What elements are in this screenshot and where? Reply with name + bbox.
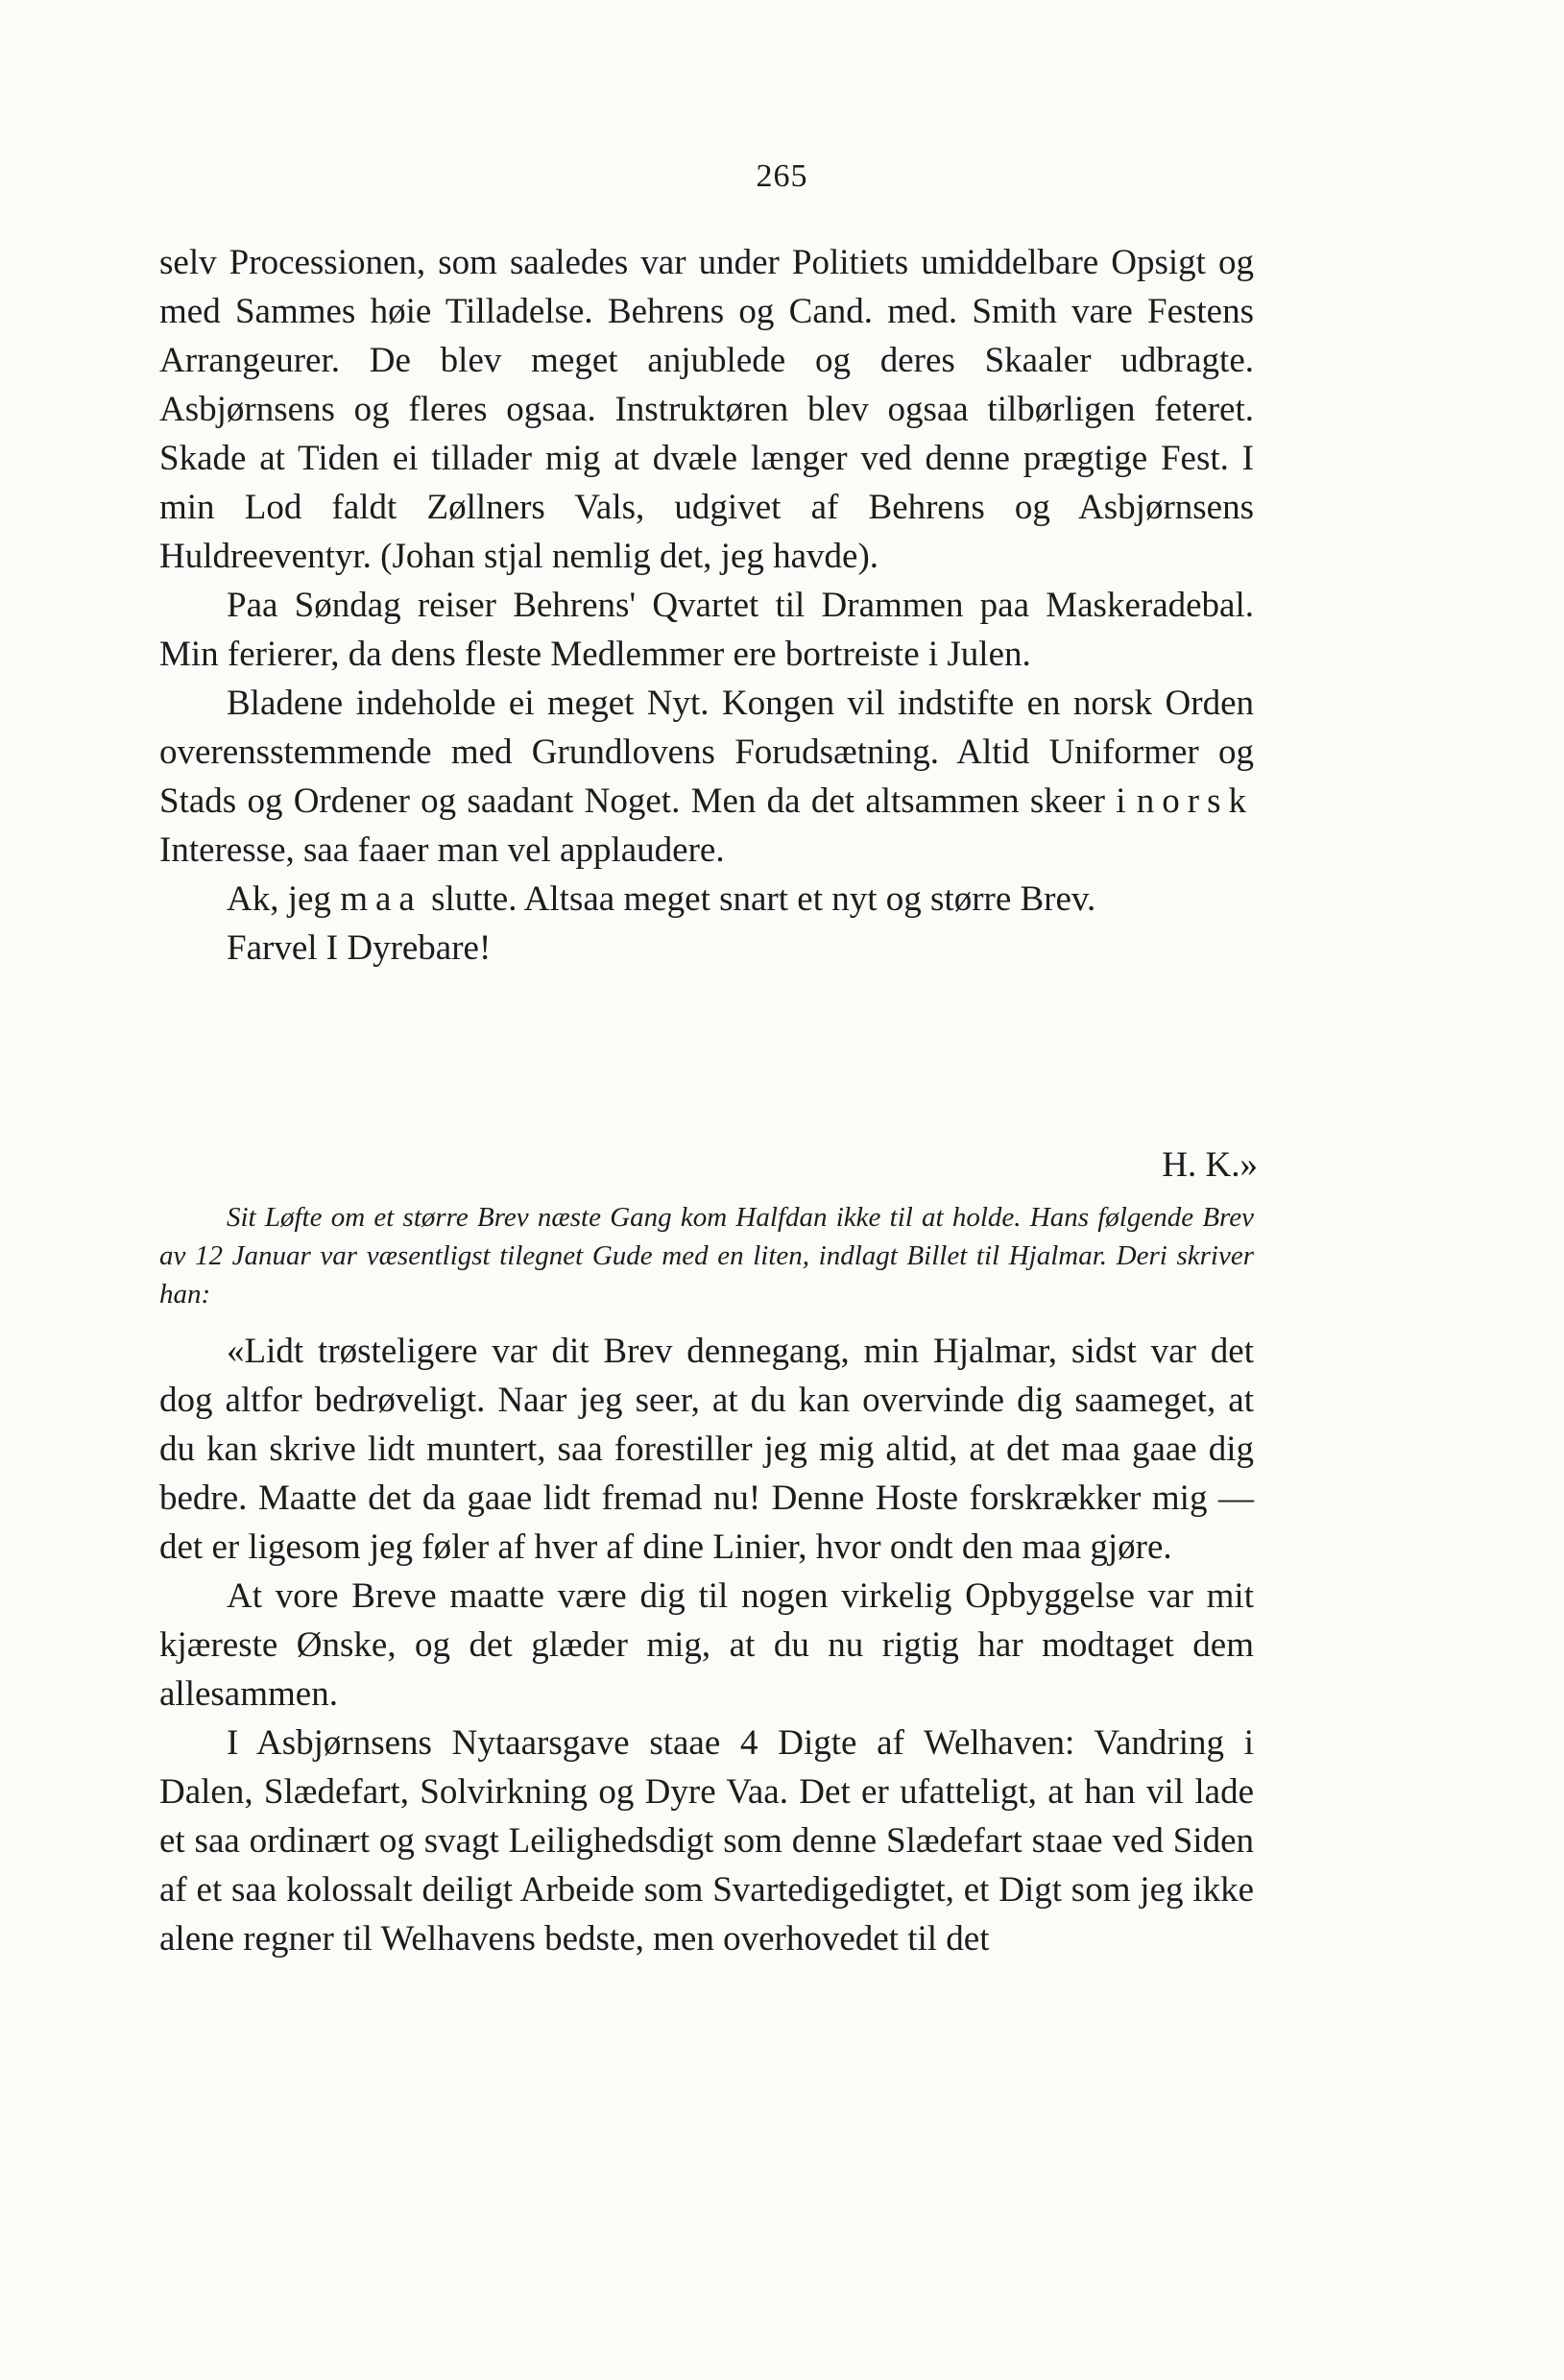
paragraph bbox=[159, 875, 1254, 924]
spaced-emphasis: norsk bbox=[1136, 781, 1254, 821]
paragraph: Paa Søndag reiser Behrens' Qvartet til Drammen paa Maskeradebal. Min ferierer, da dens fleste Medlemmer ere bortreiste i Julen. bbox=[159, 586, 1254, 674]
text-run: Interesse, saa faaer man vel applaudere. bbox=[159, 830, 725, 870]
text-run: Ak, jeg bbox=[227, 879, 341, 919]
paragraph bbox=[159, 679, 1254, 875]
paragraph: I Asbjørnsens Nytaarsgave staae 4 Digte af Welhaven: Vandring i Dalen, Slædefart, Solvirkning og Dyre Vaa. Det er ufatteligt, at han vil lade et saa ordinært og svagt Leilighedsdigt som denne Slædefart staae ved Siden af et saa kolossalt deiligt Arbeide som Svartedigedigtet, et Digt som jeg ikke alene regner til Welhavens bedste, men overhovedet til det bbox=[159, 1723, 1254, 1959]
paragraph: Farvel I Dyrebare! bbox=[227, 928, 492, 968]
text-run: slutte. Altsaa meget snart et nyt og større Brev. bbox=[421, 879, 1096, 919]
signature: H. K.» bbox=[1162, 1145, 1258, 1185]
paragraph: At vore Breve maatte være dig til nogen virkelig Opbyggelse var mit kjæreste Ønske, og det glæder mig, at du nu rigtig har modtaget dem allesammen. bbox=[159, 1576, 1254, 1714]
letter-text-part-2 bbox=[159, 1327, 1254, 1963]
editor-note-text: Sit Løfte om et større Brev næste Gang kom Halfdan ikke til at holde. Hans følgende Brev av 12 Januar var væsentligst tilegnet Gude med en liten, indlagt Billet til Hjalmar. Deri skriver han: bbox=[159, 1202, 1254, 1310]
letter-text-part-1 bbox=[159, 238, 1254, 973]
text-run: Bladene indeholde ei meget Nyt. Kongen vil indstifte en norsk Orden overensstemmende med Grundlovens Forudsætning. Altid Uniformer og Stads og Ordener og saadant Noget. Men da det altsammen skeer i bbox=[159, 684, 1254, 821]
page-number: 265 bbox=[756, 158, 808, 194]
spaced-emphasis: maa bbox=[340, 879, 422, 919]
editor-note bbox=[159, 1198, 1254, 1313]
paragraph: «Lidt trøsteligere var dit Brev dennegang, min Hjalmar, sidst var det dog altfor bedrøveligt. Naar jeg seer, at du kan overvinde dig saameget, at du kan skrive lidt muntert, saa forestiller jeg mig altid, at det maa gaae dig bedre. Maatte det da gaae lidt fremad nu! Denne Hoste forskrækker mig — det er ligesom jeg føler af hver af dine Linier, hvor ondt den maa gjøre. bbox=[159, 1332, 1254, 1567]
paragraph: selv Processionen, som saaledes var under Politiets umiddelbare Opsigt og med Sammes høie Tilladelse. Behrens og Cand. med. Smith vare Festens Arrangeurer. De blev meget anjublede og deres Skaaler udbragte. Asbjørnsens og fleres ogsaa. Instruktøren blev ogsaa tilbørligen feteret. Skade at Tiden ei tillader mig at dvæle længer ved denne prægtige Fest. I min Lod faldt Zøllners Vals, udgivet af Behrens og Asbjørnsens Huldreeventyr. (Johan stjal nemlig det, jeg havde). bbox=[159, 243, 1254, 576]
